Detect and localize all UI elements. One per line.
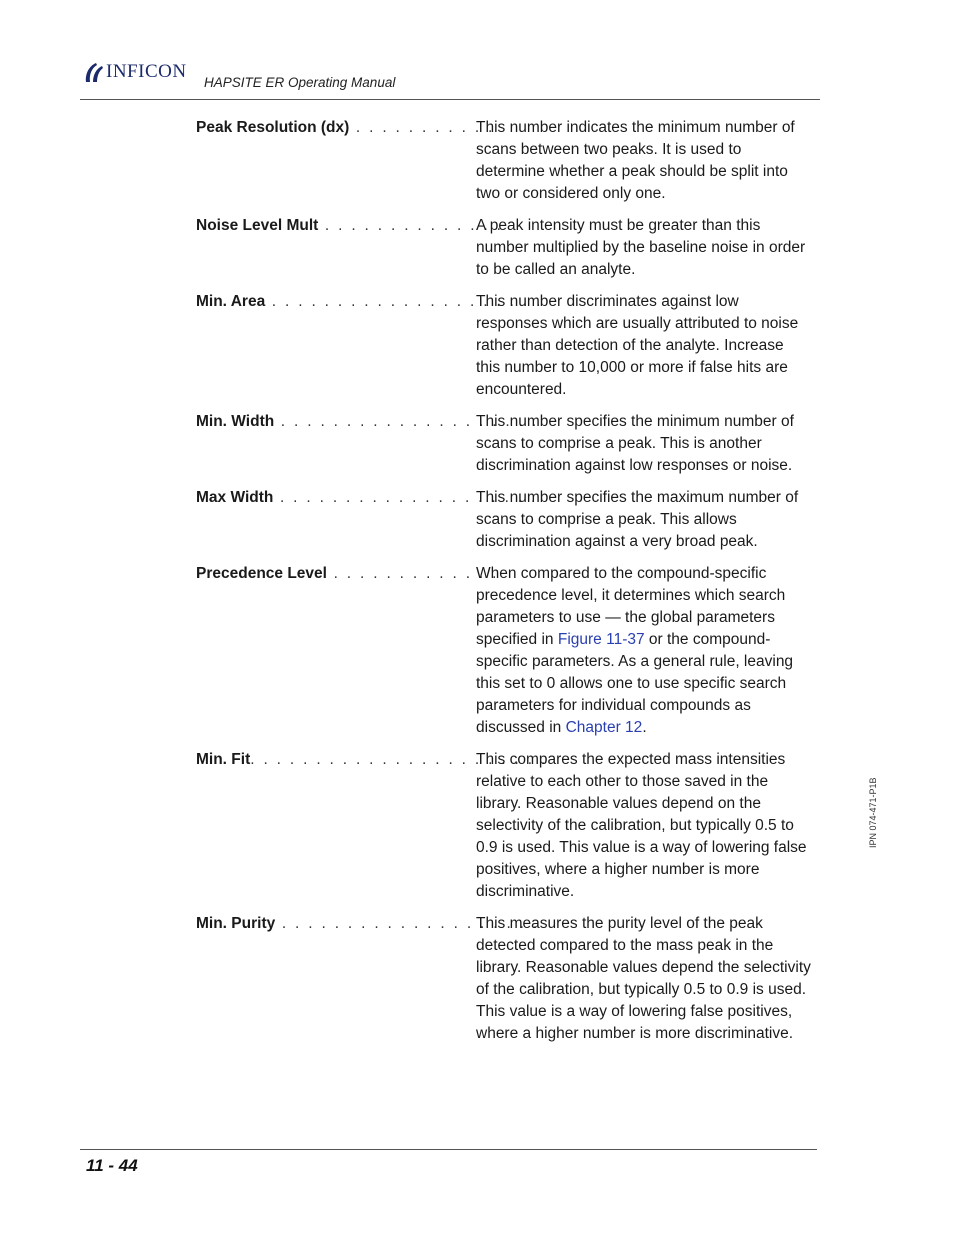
definition-term bbox=[196, 117, 495, 205]
definition-description: This measures the purity level of the peak detected compared to the mass peak in the library. Reasonable values depend the selectivity of the calibration, but typically 0.5 to 0.9 is used. This value is a way of lowering false positives, where a higher number is more discriminative. bbox=[476, 915, 811, 1042]
parameter-definitions bbox=[196, 117, 816, 1055]
definition-description: This compares the expected mass intensities relative to each other to those saved in the library. Reasonable values depend on the selectivity of the calibration, but typically 0.5 to 0.9 is used. This value is a way of lowering false positives, where a higher number is more discriminative. bbox=[476, 751, 807, 900]
logo-text: INFICON bbox=[106, 61, 187, 82]
dot-leader: . . . . . . . . . . . bbox=[349, 119, 495, 136]
term-label: Noise Level Mult bbox=[196, 217, 319, 234]
dot-leader: . . . . . . . . . . . . . . . . . . . . bbox=[273, 489, 538, 506]
inficon-logo bbox=[82, 60, 187, 84]
definition-entry bbox=[196, 749, 816, 903]
page-header bbox=[80, 58, 820, 100]
definition-entry bbox=[196, 487, 816, 553]
definition-description bbox=[476, 563, 811, 739]
term-label: Min. Fit bbox=[196, 751, 251, 768]
term-label: Max Width bbox=[196, 489, 274, 506]
definition-description: This number specifies the maximum number of scans to comprise a peak. This allows discrimination against a very broad peak. bbox=[476, 489, 799, 550]
footer-divider bbox=[80, 1149, 817, 1150]
term-label: Min. Width bbox=[196, 413, 275, 430]
description-text: . bbox=[642, 719, 647, 736]
dot-leader: . . . . . . . . . . . . . . . . . . . . . . . bbox=[250, 751, 548, 768]
definition-term bbox=[196, 913, 540, 1045]
term-label: Min. Area bbox=[196, 293, 266, 310]
term-label: Precedence Level bbox=[196, 565, 327, 582]
description-text: or the compound-specific parameters. As a general rule, leaving this set to 0 allows one to use specific search parameters for individual compounds as discussed in bbox=[476, 631, 794, 736]
definition-term bbox=[196, 215, 504, 281]
dot-leader: . . . . . . . . . . . . . bbox=[326, 565, 499, 582]
inficon-logo-icon bbox=[82, 60, 104, 84]
dot-leader: . . . . . . . . . . . . . . . . . . . . bbox=[274, 413, 539, 430]
definition-entry bbox=[196, 291, 816, 401]
definition-description: This number specifies the minimum number of scans to comprise a peak. This is another discrimination against low responses or noise. bbox=[476, 413, 794, 474]
definition-description: This number discriminates against low responses which are usually attributed to noise rather than detection of the analyte. Increase this number to 10,000 or more if false hits are encountered. bbox=[476, 293, 799, 398]
description-text: When compared to the compound-specific precedence level, it determines which search parameters to use — the global parameters specified in bbox=[476, 565, 786, 648]
page-number: 11 - 44 bbox=[86, 1156, 138, 1175]
definition-term bbox=[196, 291, 543, 401]
dot-leader: . . . . . . . . . . . . . . . . . . . . bbox=[275, 915, 540, 932]
definition-description: A peak intensity must be greater than this number multiplied by the baseline noise in order to be called an analyte. bbox=[476, 217, 806, 278]
definition-term bbox=[196, 411, 539, 477]
manual-title: HAPSITE ER Operating Manual bbox=[204, 75, 396, 90]
dot-leader: . . . . . . . . . . . . . . bbox=[318, 217, 504, 234]
definition-entry bbox=[196, 215, 816, 281]
term-label: Min. Purity bbox=[196, 915, 276, 932]
dot-leader: . . . . . . . . . . . . . . . . . . . . . bbox=[265, 293, 543, 310]
definition-entry bbox=[196, 117, 816, 205]
definition-description: This number indicates the minimum number of scans between two peaks. It is used to determine whether a peak should be split into two or considered only one. bbox=[476, 119, 795, 202]
definition-entry bbox=[196, 411, 816, 477]
definition-entry bbox=[196, 563, 816, 739]
definition-entry bbox=[196, 913, 816, 1045]
definition-term bbox=[196, 749, 548, 903]
document-part-number: IPN 074-471-P1B bbox=[868, 777, 878, 848]
definition-term bbox=[196, 563, 499, 739]
term-label: Peak Resolution (dx) bbox=[196, 119, 350, 136]
figure-link[interactable]: Figure 11-37 bbox=[557, 631, 645, 648]
definition-term bbox=[196, 487, 538, 553]
header-divider bbox=[80, 99, 820, 100]
chapter-link[interactable]: Chapter 12 bbox=[565, 719, 643, 736]
